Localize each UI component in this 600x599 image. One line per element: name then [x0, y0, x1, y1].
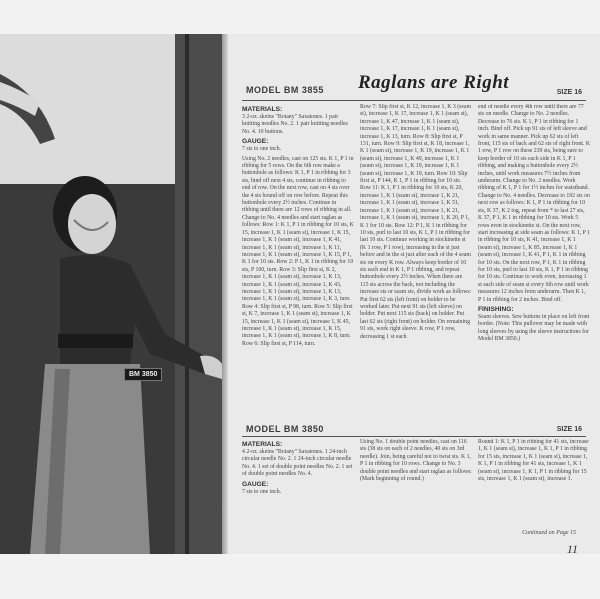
- model-photo: [0, 34, 222, 554]
- pattern2-column-3: [478, 439, 590, 527]
- booklet-spread: [0, 34, 600, 554]
- gauge-text: 7 sts to one inch.: [242, 488, 282, 495]
- divider-middle: [242, 436, 586, 437]
- instructions-text: Using No. 2 needles, cast on 125 sts. K 1, P 1 in ribbing for 5 rows. On the 6th row make a buttonhole as follows: K 1, P 1 in ribbing for 3 sts, bind off next 4 sts, continue in ribbing to end of row. On the next row, cast on 4 sts over the 4 sts bound off on row before. Repeat this buttonhole every 2½ inches. Continue in ribbing until there are 12 rows of ribbing in all. Change to No. 4 needles and start raglan as follows: Row 1: K 1, P 1 in ribbing for 10 sts, K 15, increase 1, K 1 (seam st), increase 1, K 15, increase 1, K 1 (seam st), increase 1, K 41, increase 1, K 1 (seam st), increase 1, K 11, increase 1, K 1 (seam st), increase 1, K 15, P 1, K 1 for 10 sts. Row 2: P 1, K 1 in ribbing for 10 sts, P 100, turn. Row 3: Slip first st, K 2, increase 1, K 1 (seam st), increase 1, K 13, increase 1, K 1 (seam st), increase 1, K 43, increase 1, K 1 (seam st), increase 1, K 13, increase 1, K 1 (seam st), increase 1, K 3, turn. Row 4: Slip first st, P 98, turn. Row 5: Slip first st, K 7, increase 1, K 1 (seam st), increase 1, K 15, increase 1, K 1 (seam st), increase 1, K 45, increase 1, K 1 (seam st), increase 1, K 15, increase 1, K 1 (seam st), increase 1, K 8, turn. Row 6: Slip first st, P 114, turn.: [242, 155, 354, 347]
- materials-label: MATERIALS:: [242, 441, 283, 448]
- pattern2-column-1: [242, 439, 354, 549]
- instructions-text: Row 7: Slip first st, K 12, increase 1, K 3 (seam st), increase 1, K 17, increase 1, K 1 (seam st), increase 1, K 47, increase 1, K 1 (seam st), increase 1, K 17, increase 1, K 1 (seam st), increase 1, K 13, turn. Row 8: Slip first st, P 131, turn. Row 9: Slip first st, K 18, increase 1, K 1 (seam st), increase 1, K 19, increase 1, K 1 (seam st), increase 1, K 49, increase 1, K 1 (seam st), increase 1, K 19, increase 1, K 1 (seam st), increase 1, K 19, turn. Row 10: Slip first st, P 144, K 1, P 1 in ribbing for 10 sts. Row 11: K 1, P 1 in ribbing for 10 sts, K 20, increase 1, K 1 (seam st), increase 1, K 21, increase 1, K 1 (seam st), increase 1, K 51, increase 1, K 1 (seam st), increase 1, K 21, increase 1, K 1 (seam st), increase 1, K 20, P 1, K 1 for 10 sts. Row 12: P 1, K 1 in ribbing for 10 sts, purl to last 10 sts, K 1, P 1 in ribbing for last 10 sts. Continue working in stockinette st (K 1 row, P 1 row), increasing in the st just before and in the st just after each of the 4 seam sts on every K row. Always keep border of 10 sts each end in K 1, P 1 ribbing, and repeat buttonhole every 2½ inches. When there are 115 sts across the back, not including the increase sts or seam sts, divide work as follows: Put first 62 sts (left front) on holder to be worked later. Put next 91 sts (left sleeve) on holder. Put next 115 sts (back) on holder. Put last 62 sts (right front) on holder. On remaining 91 sts, work right sleeve. K row, P 1 row, decreasing 1 st each: [360, 104, 472, 340]
- instructions-text: Round 1: K 1, P 1 in ribbing for 41 sts, increase 1, K 1 (seam st), increase 1, K 1, P 1 in ribbing for 15 sts, increase 1, K 1 (seam st), increase 1, K 1, P 1 in ribbing for 41 sts, increase 1, K 1 (seam st), increase 1, K 1, P 1 in ribbing for 15 sts, increase 1, K 1 (seam st), increase 1.: [478, 439, 589, 483]
- materials-label: MATERIALS:: [242, 106, 283, 113]
- pattern1-column-2: [360, 104, 472, 420]
- model-heading-bm3855: MODEL BM 3855: [246, 85, 324, 95]
- pattern1-column-1: [242, 104, 354, 420]
- instructions-text: end of needle every 4th row until there are 77 sts on needle. Change to No. 2 needles. Decrease to 76 sts. K 1, P 1 in ribbing for 1 inch. Bind off. Pick up 91 sts of left sleeve and work in same manner. Pick up 62 sts of left front, 115 sts of back and 62 sts of right front. K 1 row, P 1 row on these 239 sts, being sure to keep border of 10 sts each side in K 1, P 1 ribbing, and making a buttonhole every 2½ inches, until work measures 7½ inches from underarm. Change to No. 2 needles. Work ribbing of K 1, P 1 for 1½ inches for waistband. Change to No. 4 needles. Decrease to 192 sts on next row as follows: K 1, P 1 in ribbing for 10 sts, K 37, K 2 tog, repeat from * to last 27 sts, K 37, P 1, K 1 in ribbing for 10 sts. Work 5 rows even in stockinette st. On the next row, start increasing at side seam as follows: K 1, P 1 in ribbing for 10 sts, K 41, increase 1, K 1 (seam st), increase 1, K 85, increase 1, K 1 (seam st), increase 1, K 41, P 1, K 1 in ribbing for 10 sts. On the next row, P 1, K 1 in ribbing for 10 sts, purl to last 10 sts, K 1, P 1 in ribbing for 10 sts. Continue to work even, increasing 1 st each side of seam st every 6th row until work measures 12 inches from underarm. Then K 1, P 1 in ribbing for 2 inches. Bind off.: [478, 104, 590, 303]
- instructions-text: Using No. 1 double point needles, cast on 116 sts (38 sts on each of 2 needles, 40 sts on 3rd needle). Join, being careful not to twist sts. K 1, P 1 in ribbing for 10 rows. Change to No. 3 double point needles and start raglan as follows: (Mark beginning of round.): [360, 439, 472, 483]
- finishing-text: Seam sleeves. Sew buttons in place on left front border. (Note: This pullover may be made with long sleeves by using the sleeve instructions for Model BM 3850.): [478, 313, 590, 343]
- pattern1-column-3: [478, 104, 590, 420]
- size-label-1: SIZE 16: [556, 89, 582, 96]
- photo-page: [0, 34, 222, 554]
- page-title: Raglans are Right: [358, 72, 510, 93]
- photo-caption-badge: BM 3850: [124, 368, 162, 381]
- finishing-label: FINISHING:: [478, 305, 514, 313]
- continued-note: Continued on Page 15: [522, 530, 576, 536]
- divider-top: [242, 100, 586, 101]
- size-label-2: SIZE 16: [556, 426, 582, 433]
- gauge-label: GAUGE:: [242, 138, 269, 146]
- gauge-label: GAUGE:: [242, 480, 269, 488]
- pattern-page: [228, 34, 600, 554]
- gauge-text: 7 sts to one inch.: [242, 146, 282, 153]
- pattern2-column-2: [360, 439, 472, 549]
- model-heading-bm3850: MODEL BM 3850: [246, 424, 324, 434]
- materials-text: 3 2-oz. skeins "Botany" Saxatones. 1 pair knitting needles No. 2. 1 pair knitting needles No. 4. 10 buttons.: [242, 114, 348, 135]
- materials-text: 4 2-oz. skeins "Botany" Saxatones. 1 24-inch circular needle No. 2. 1 24-inch circular needle No. 4. 1 set of double point needles No. 2. 1 set of double point needles No. 4.: [242, 449, 353, 478]
- page-number: 11: [566, 542, 578, 554]
